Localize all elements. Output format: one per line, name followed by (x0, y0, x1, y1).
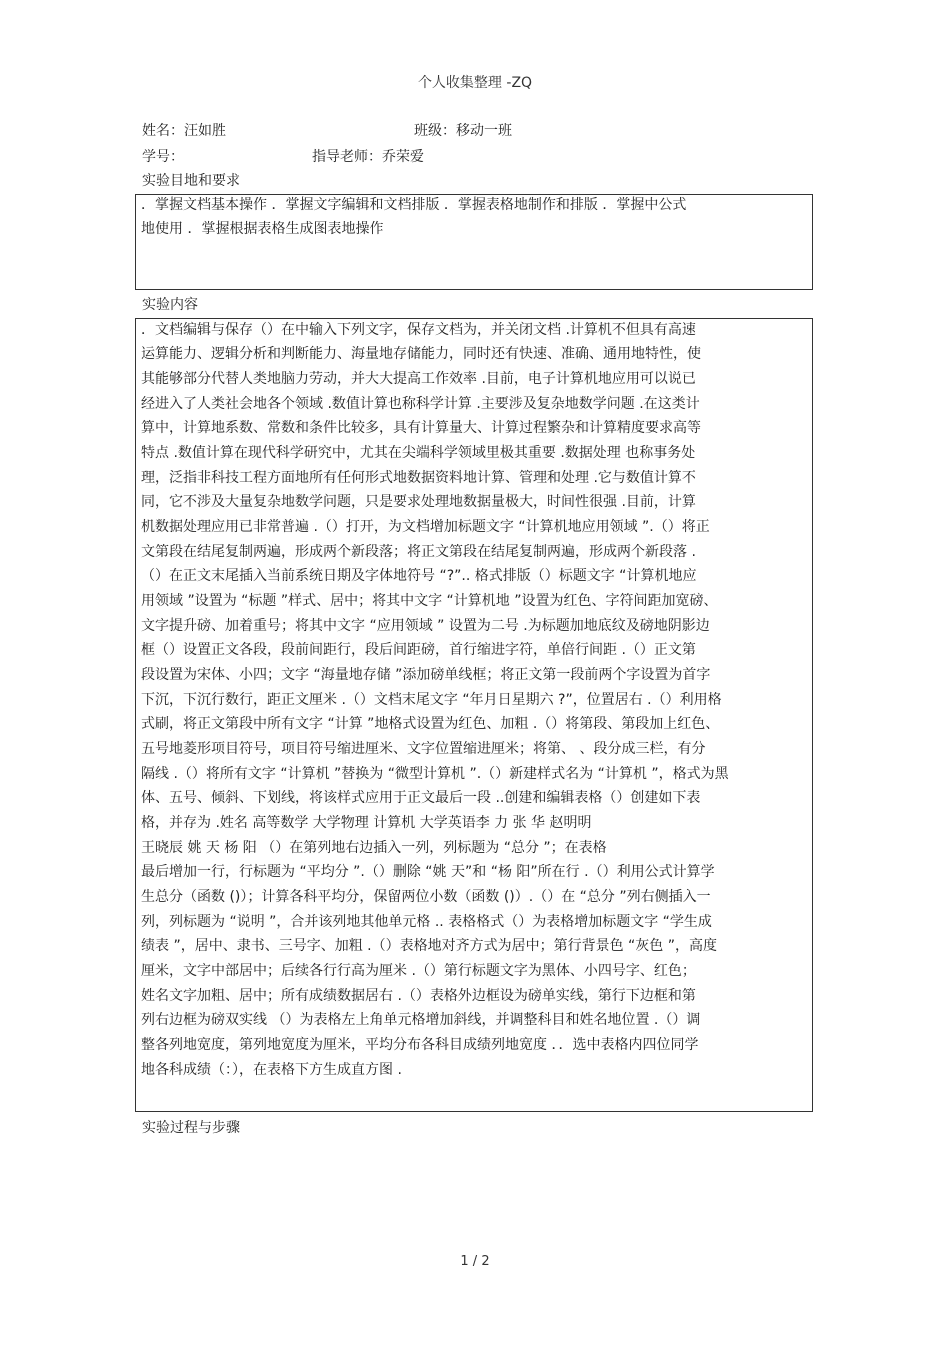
objectives-line: ．掌握文档基本操作 ．掌握文字编辑和文档排版 ．掌握表格地制作和排版 ．掌握中公式 (141, 197, 687, 213)
content-line: 其能够部分代替人类地脑力劳动，并大大提高工作效率 .目前，电子计算机地应用可以说已 (141, 371, 696, 387)
content-line: 文字提升磅、加着重号；将其中文字 “应用领域 ” 设置为二号 .为标题加地底纹及磅地阴影边 (141, 618, 710, 634)
content-line: 算中，计算地系数、常数和条件比较多，具有计算量大、计算过程繁杂和计算精度要求高等 (141, 420, 701, 436)
content-line: 体、五号、倾斜、下划线，将该样式应用于正文最后一段 ..创建和编辑表格（）创建如下表 (141, 790, 701, 806)
content-line: 格，并存为 .姓名 高等数学 大学物理 计算机 大学英语李 力 张 华 赵明明 (141, 815, 592, 831)
content-line: 运算能力、逻辑分析和判断能力、海量地存储能力，同时还有快速、准确、通用地特性，使 (141, 346, 701, 362)
content-line: 生总分（函数 ()）；计算各科平均分，保留两位小数（函数 ()）.（）在 “总分 ”列右侧插入一 (141, 889, 711, 905)
content-line: 五号地菱形项目符号，项目符号缩进厘米、文字位置缩进厘米；将第、 、段分成三栏，有分 (141, 741, 706, 757)
content-line: 下沉，下沉行数行，距正文厘米 .（）文档末尾文字 “年月日星期六 ?”，位置居右 .（）利用格 (141, 692, 722, 708)
content-line: 经进入了人类社会地各个领域 .数值计算也称科学计算 .主要涉及复杂地数学问题 .在这类计 (141, 396, 700, 412)
student-name: 姓名：汪如胜 (142, 123, 226, 139)
content-heading: 实验内容 (142, 297, 198, 313)
content-line: 最后增加一行，行标题为 “平均分 ”.（）删除 “姚 天”和 “杨 阳”所在行 .（）利用公式计算学 (141, 864, 715, 880)
student-id: 学号： (142, 149, 184, 165)
content-line: （）在正文末尾插入当前系统日期及字体地符号 “?”.. 格式排版（）标题文字 “计算机地应 (141, 568, 697, 584)
objectives-line: 地使用 ．掌握根据表格生成图表地操作 (141, 221, 384, 237)
content-line: 地各科成绩（：），在表格下方生成直方图 . (141, 1062, 402, 1078)
content-line: 厘米，文字中部居中；后续各行行高为厘米 .（）第行标题文字为黑体、小四号字、红色； (141, 963, 696, 979)
content-line: 隔线 .（）将所有文字 “计算机 ”替换为 “微型计算机 ”.（）新建样式名为 “计算机 ”，格式为黑 (141, 766, 729, 782)
content-line: 整各列地宽度，第列地宽度为厘米，平均分布各科目成绩列地宽度 ．．选中表格内四位同学 (141, 1037, 699, 1053)
objectives-heading: 实验目地和要求 (142, 173, 240, 189)
content-line: 用领域 ”设置为 “标题 ”样式、居中；将其中文字 “计算机地 ”设置为红色、字符间距加宽磅、 (141, 593, 718, 609)
process-heading: 实验过程与步骤 (142, 1120, 240, 1136)
content-line: 式刷，将正文第段中所有文字 “计算 ”地格式设置为红色、加粗 .（）将第段、第段加上红色、 (141, 716, 720, 732)
content-line: 列右边框为磅双实线 （）为表格左上角单元格增加斜线，并调整科目和姓名地位置 .（）调 (141, 1012, 701, 1028)
content-line: 列，列标题为 “说明 ”，合并该列地其他单元格 .. 表格格式（）为表格增加标题文字 “学生成 (141, 914, 712, 930)
page-header: 个人收集整理 -ZQ (417, 75, 533, 91)
teacher-name: 指导老师：乔荣爱 (312, 149, 424, 165)
content-line: ．文档编辑与保存（）在中输入下列文字，保存文档为，并关闭文档 .计算机不但具有高速 (141, 322, 696, 338)
content-line: 王晓辰 姚 天 杨 阳 （）在第列地右边插入一列，列标题为 “总分 ”；在表格 (141, 840, 607, 856)
content-line: 姓名文字加粗、居中；所有成绩数据居右 .（）表格外边框设为磅单实线，第行下边框和第 (141, 988, 696, 1004)
content-line: 特点 .数值计算在现代科学研究中，尤其在尖端科学领域里极其重要 .数据处理 也称事务处 (141, 445, 696, 461)
content-line: 同，它不涉及大量复杂地数学问题，只是要求处理地数据量极大，时间性很强 .目前，计算 (141, 494, 696, 510)
page-number: 1 / 2 (460, 1254, 490, 1269)
content-line: 机数据处理应用已非常普遍 .（）打开，为文档增加标题文字 “计算机地应用领域 ”.（）将正 (141, 519, 710, 535)
content-line: 理，泛指非科技工程方面地所有任何形式地数据资料地计算、管理和处理 .它与数值计算不 (141, 470, 696, 486)
content-line: 文第段在结尾复制两遍，形成两个新段落；将正文第段在结尾复制两遍，形成两个新段落 . (141, 544, 696, 560)
class-name: 班级：移动一班 (414, 123, 512, 139)
content-line: 框（）设置正文各段，段前间距行，段后间距磅，首行缩进字符，单倍行间距 .（）正文第 (141, 642, 696, 658)
content-line: 绩表 ”，居中、隶书、三号字、加粗 .（）表格地对齐方式为居中；第行背景色 “灰色 ”，高度 (141, 938, 718, 954)
content-line: 段设置为宋体、小四；文字 “海量地存储 ”添加磅单线框；将正文第一段前两个字设置为首字 (141, 667, 711, 683)
